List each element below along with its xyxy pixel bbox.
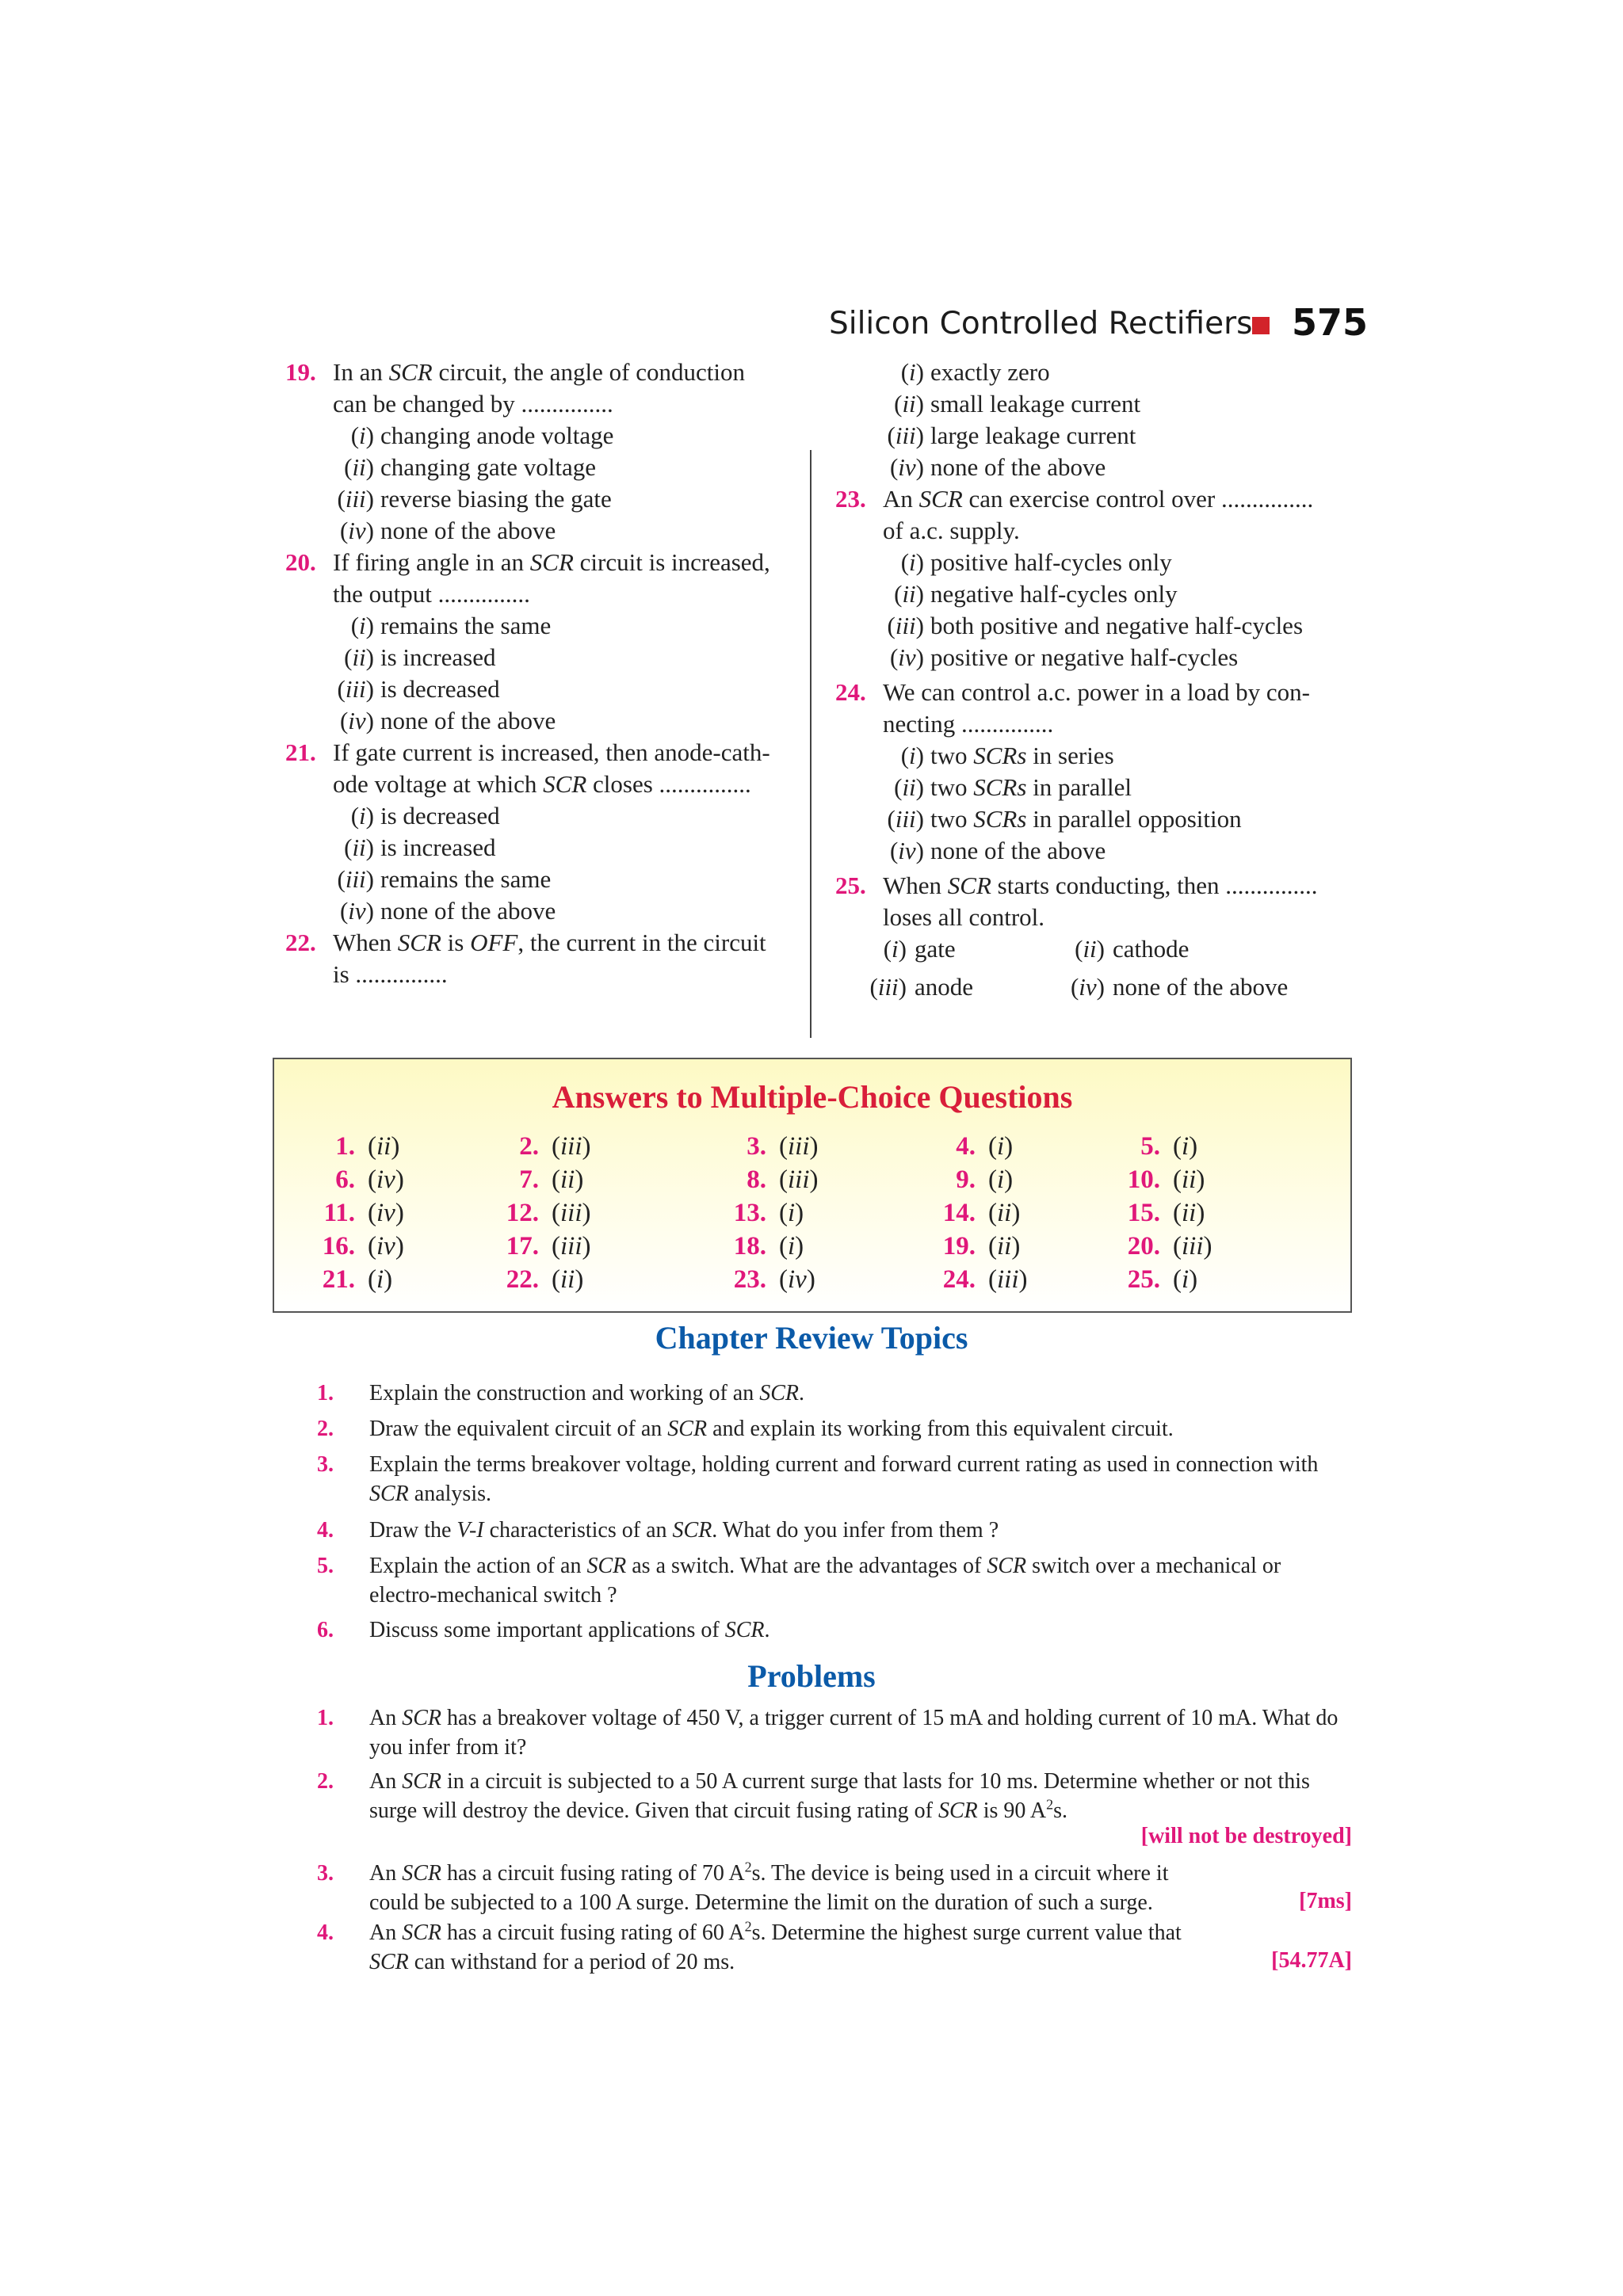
option-number: (i) (900, 358, 924, 386)
question-text: If gate current is increased, then anode-cath- ode voltage at which SCR closes ............... (333, 738, 770, 798)
answer-number: 16. (322, 1232, 355, 1261)
problem-number: 1. (317, 1706, 334, 1730)
option-text: both positive and negative half-cycles (930, 612, 1304, 639)
answer-choice: (iii) (779, 1132, 819, 1161)
option-number: (ii) (894, 773, 924, 801)
answer-entry (926, 1165, 1013, 1195)
option-number: (i) (883, 935, 907, 963)
question-text: When SCR starts conducting, then ............... loses all control. (883, 871, 1318, 931)
question-option (285, 420, 808, 452)
question-text: We can control a.c. power in a load by con- necting ............... (883, 678, 1310, 738)
question-option (285, 515, 808, 547)
option-text: cathode (1113, 935, 1190, 963)
question-option (835, 420, 1358, 452)
answer-choice: (ii) (1173, 1199, 1205, 1227)
answer-number: 14. (942, 1199, 976, 1227)
review-number: 5. (317, 1554, 334, 1578)
answer-choice: (ii) (1173, 1165, 1205, 1194)
option-text: positive half-cycles only (930, 548, 1172, 576)
answer-entry (717, 1165, 819, 1195)
answer-number: 15. (1127, 1199, 1160, 1227)
question-option (285, 452, 808, 483)
problem-item (317, 1918, 1352, 1977)
question-number: 23. (835, 485, 866, 513)
answer-number: 12. (506, 1199, 539, 1227)
option-number: (iv) (339, 897, 374, 925)
review-item (317, 1379, 1352, 1408)
review-number: 3. (317, 1452, 334, 1477)
option-number: (ii) (894, 390, 924, 418)
answer-entry (926, 1265, 1028, 1295)
answer-number: 20. (1127, 1232, 1160, 1261)
option-text: two SCRs in parallel (930, 773, 1132, 801)
review-title: Chapter Review Topics (655, 1320, 968, 1356)
question-option (285, 610, 808, 642)
review-text: Discuss some important applications of SCR. (369, 1618, 770, 1642)
question-stem (835, 483, 1358, 547)
option-text: is increased (380, 643, 496, 671)
question-option (285, 864, 808, 895)
option-text: reverse biasing the gate (380, 485, 612, 513)
problem-item (317, 1703, 1352, 1762)
question-text: If firing angle in an SCR circuit is increased, the output ............... (333, 548, 770, 608)
answer-entry (926, 1232, 1020, 1261)
question-option (851, 933, 956, 965)
option-text: none of the above (930, 453, 1106, 481)
answer-choice: (ii) (988, 1199, 1021, 1227)
option-number: (iii) (887, 421, 924, 449)
answer-choice: (iii) (1173, 1232, 1212, 1261)
answer-entry (1111, 1232, 1212, 1261)
question-text: When SCR is OFF, the current in the circuit is ............... (333, 929, 766, 988)
question-item (285, 737, 808, 927)
option-number: (iv) (339, 707, 374, 734)
answer-choice: (ii) (552, 1265, 584, 1294)
answer-number: 2. (519, 1132, 539, 1161)
answer-entry (306, 1165, 404, 1195)
review-item (317, 1450, 1352, 1508)
column-divider (810, 450, 812, 1038)
question-number: 25. (835, 871, 866, 899)
question-number: 19. (285, 358, 316, 386)
option-text: none of the above (1113, 973, 1289, 1001)
question-option (285, 673, 808, 705)
option-text: is decreased (380, 675, 500, 703)
question-number: 21. (285, 738, 316, 766)
question-option (835, 388, 1358, 420)
answer-choice: (ii) (368, 1132, 400, 1161)
q22-options (835, 357, 1358, 483)
answer-choice: (iv) (368, 1199, 404, 1227)
question-option (285, 483, 808, 515)
answer-number: 4. (956, 1132, 976, 1161)
answer-number: 25. (1127, 1265, 1160, 1294)
answer-number: 1. (335, 1132, 355, 1161)
option-number: (iv) (889, 837, 924, 864)
answer-choice: (iii) (779, 1165, 819, 1194)
option-text: is decreased (380, 802, 500, 830)
answer-choice: (i) (988, 1165, 1014, 1194)
option-text: positive or negative half-cycles (930, 643, 1239, 671)
option-text: two SCRs in series (930, 742, 1114, 769)
question-option (835, 772, 1358, 803)
answer-number: 13. (733, 1199, 766, 1227)
problem-item (317, 1859, 1352, 1917)
question-stem (285, 357, 808, 420)
option-number: (ii) (344, 643, 374, 671)
option-number: (iii) (337, 865, 374, 893)
question-number: 24. (835, 678, 866, 706)
review-item (317, 1551, 1352, 1610)
answer-number: 7. (519, 1165, 539, 1194)
answer-entry (306, 1232, 404, 1261)
review-text: Explain the action of an SCR as a switch. What are the advantages of SCR switch over a mechanical or electro-mechanical switch ? (369, 1554, 1281, 1608)
answer-choice: (i) (779, 1199, 804, 1227)
answer-number: 23. (733, 1265, 766, 1294)
option-number: (ii) (344, 833, 374, 861)
answer-choice: (iv) (368, 1165, 404, 1194)
problem-number: 3. (317, 1861, 334, 1886)
option-text: two SCRs in parallel opposition (930, 805, 1242, 833)
question-option (285, 895, 808, 927)
answer-number: 5. (1140, 1132, 1160, 1161)
option-number: (iii) (337, 485, 374, 513)
question-option (835, 642, 1358, 673)
answer-choice: (i) (1173, 1265, 1198, 1294)
answer-entry (1111, 1132, 1197, 1161)
answer-choice: (iv) (779, 1265, 815, 1294)
option-text: none of the above (930, 837, 1106, 864)
question-option (285, 705, 808, 737)
header-square-icon (1252, 317, 1270, 334)
question-option (1049, 971, 1288, 1003)
option-number: (i) (350, 421, 374, 449)
question-stem (285, 547, 808, 610)
option-text: small leakage current (930, 390, 1141, 418)
answers-title: Answers to Multiple-Choice Questions (552, 1079, 1073, 1115)
question-item (285, 357, 808, 547)
question-item (835, 870, 1358, 1009)
problem-text: An SCR has a circuit fusing rating of 70 $A^2s$. The device is being used in a circuit where it could be subjected to a 100 A surge. Determine the limit on the duration of such a surge. (369, 1859, 1169, 1915)
option-number: (ii) (894, 580, 924, 608)
answer-entry (490, 1132, 591, 1161)
answer-entry (306, 1132, 399, 1161)
answer-number: 19. (942, 1232, 976, 1261)
question-item (835, 677, 1358, 867)
option-text: none of the above (380, 897, 556, 925)
answer-entry (490, 1165, 583, 1195)
answer-entry (1111, 1265, 1197, 1295)
question-stem (285, 737, 808, 800)
answer-choice: (iv) (368, 1232, 404, 1261)
question-item (285, 547, 808, 737)
answers-box (273, 1058, 1352, 1313)
review-text: Explain the construction and working of an SCR. (369, 1381, 804, 1405)
review-text: Draw the V-I characteristics of an SCR. What do you infer from them ? (369, 1518, 999, 1543)
question-stem (835, 677, 1358, 740)
option-text: none of the above (380, 707, 556, 734)
question-option (835, 452, 1358, 483)
question-option (285, 800, 808, 832)
problem-text: An SCR has a breakover voltage of 450 V, a trigger current of 15 mA and holding current of 10 mA. What do you infer from it? (369, 1706, 1338, 1760)
review-number: 1. (317, 1381, 334, 1405)
answer-choice: (iii) (552, 1232, 591, 1261)
problems-title: Problems (747, 1658, 876, 1694)
answer-number: 8. (747, 1165, 766, 1194)
review-item (317, 1615, 1352, 1645)
page-number: 575 (1292, 301, 1369, 344)
review-number: 2. (317, 1417, 334, 1441)
problem-answer: [7ms] (1299, 1889, 1352, 1913)
answer-entry (717, 1132, 819, 1161)
answer-choice: (iii) (552, 1132, 591, 1161)
question-option (835, 835, 1358, 867)
problem-text: An SCR in a circuit is subjected to a 50 A current surge that lasts for 10 ms. Determine whether or not this surge will destroy the device. Given that circuit fusing rating of SCR is 90 $A^2s$. (369, 1769, 1310, 1823)
answer-choice: (i) (1173, 1132, 1198, 1161)
question-option (835, 610, 1358, 642)
answer-entry (490, 1232, 591, 1261)
option-text: remains the same (380, 612, 552, 639)
question-option (835, 578, 1358, 610)
question-item (285, 927, 808, 990)
question-item (835, 483, 1358, 673)
answer-entry (1111, 1165, 1205, 1195)
question-text: In an SCR circuit, the angle of conduction can be changed by ............... (333, 358, 745, 418)
option-number: (iv) (1070, 973, 1105, 1001)
answer-entry (717, 1232, 804, 1261)
answer-number: 3. (747, 1132, 766, 1161)
option-text: none of the above (380, 517, 556, 544)
option-text: is increased (380, 833, 496, 861)
option-number: (ii) (344, 453, 374, 481)
option-text: remains the same (380, 865, 552, 893)
option-text: negative half-cycles only (930, 580, 1178, 608)
option-number: (i) (350, 612, 374, 639)
right-question-column (835, 357, 1358, 1009)
answer-entry (490, 1199, 591, 1228)
option-text: changing anode voltage (380, 421, 614, 449)
answer-choice: (iii) (988, 1265, 1028, 1294)
option-number: (iii) (869, 973, 907, 1001)
answer-number: 17. (506, 1232, 539, 1261)
option-number: (iii) (337, 675, 374, 703)
answer-entry (306, 1265, 392, 1295)
answer-number: 18. (733, 1232, 766, 1261)
option-text: exactly zero (930, 358, 1050, 386)
review-number: 6. (317, 1618, 334, 1642)
option-number: (i) (900, 548, 924, 576)
review-text: Draw the equivalent circuit of an SCR and explain its working from this equivalent circuit. (369, 1417, 1174, 1441)
problem-answer: [54.77A] (1271, 1948, 1352, 1973)
option-number: (ii) (1075, 935, 1105, 963)
answer-choice: (ii) (552, 1165, 584, 1194)
question-option (835, 547, 1358, 578)
answer-number: 24. (942, 1265, 976, 1294)
question-option (285, 642, 808, 673)
answer-entry (717, 1265, 815, 1295)
answer-entry (926, 1132, 1013, 1161)
answer-number: 22. (506, 1265, 539, 1294)
review-item (317, 1516, 1352, 1545)
option-number: (iv) (889, 643, 924, 671)
answer-entry (490, 1265, 583, 1295)
option-text: gate (915, 935, 956, 963)
question-stem (835, 870, 1358, 933)
left-question-column (285, 357, 808, 990)
review-item (317, 1414, 1352, 1444)
answer-number: 9. (956, 1165, 976, 1194)
option-text: anode (915, 973, 974, 1001)
question-option (851, 971, 973, 1003)
answer-entry (1111, 1199, 1205, 1228)
option-number: (i) (900, 742, 924, 769)
question-number: 22. (285, 929, 316, 956)
option-text: changing gate voltage (380, 453, 597, 481)
answer-number: 10. (1127, 1165, 1160, 1194)
question-option (285, 832, 808, 864)
problem-number: 4. (317, 1920, 334, 1945)
problem-answer: [will not be destroyed] (1140, 1824, 1352, 1848)
question-number: 20. (285, 548, 316, 576)
question-stem (285, 927, 808, 990)
problem-number: 2. (317, 1769, 334, 1794)
answer-number: 21. (322, 1265, 355, 1294)
option-number: (iii) (887, 805, 924, 833)
problem-item (317, 1767, 1352, 1825)
option-text: large leakage current (930, 421, 1136, 449)
problem-text: An SCR has a circuit fusing rating of 60 $A^2s$. Determine the highest surge current value that SCR can withstand for a period of 20 ms. (369, 1918, 1182, 1974)
option-number: (iii) (887, 612, 924, 639)
question-option (835, 357, 1358, 388)
running-title: Silicon Controlled Rectifiers (829, 306, 1253, 341)
answer-entry (717, 1199, 804, 1228)
question-option (835, 803, 1358, 835)
option-number: (iv) (889, 453, 924, 481)
answer-entry (926, 1199, 1020, 1228)
review-number: 4. (317, 1518, 334, 1543)
answer-choice: (i) (779, 1232, 804, 1261)
option-number: (iv) (339, 517, 374, 544)
question-option (1049, 933, 1189, 965)
question-text: An SCR can exercise control over ............... of a.c. supply. (883, 485, 1314, 544)
answer-number: 6. (335, 1165, 355, 1194)
answer-choice: (i) (368, 1265, 393, 1294)
answer-number: 11. (323, 1199, 355, 1227)
answer-choice: (ii) (988, 1232, 1021, 1261)
answer-choice: (iii) (552, 1199, 591, 1227)
review-text: Explain the terms breakover voltage, holding current and forward current rating as used in connection with SCR analysis. (369, 1452, 1319, 1506)
option-number: (i) (350, 802, 374, 830)
question-option-pair (835, 971, 1358, 1009)
answer-entry (306, 1199, 404, 1228)
question-option-pair (835, 933, 1358, 971)
answer-choice: (i) (988, 1132, 1014, 1161)
question-option (835, 740, 1358, 772)
